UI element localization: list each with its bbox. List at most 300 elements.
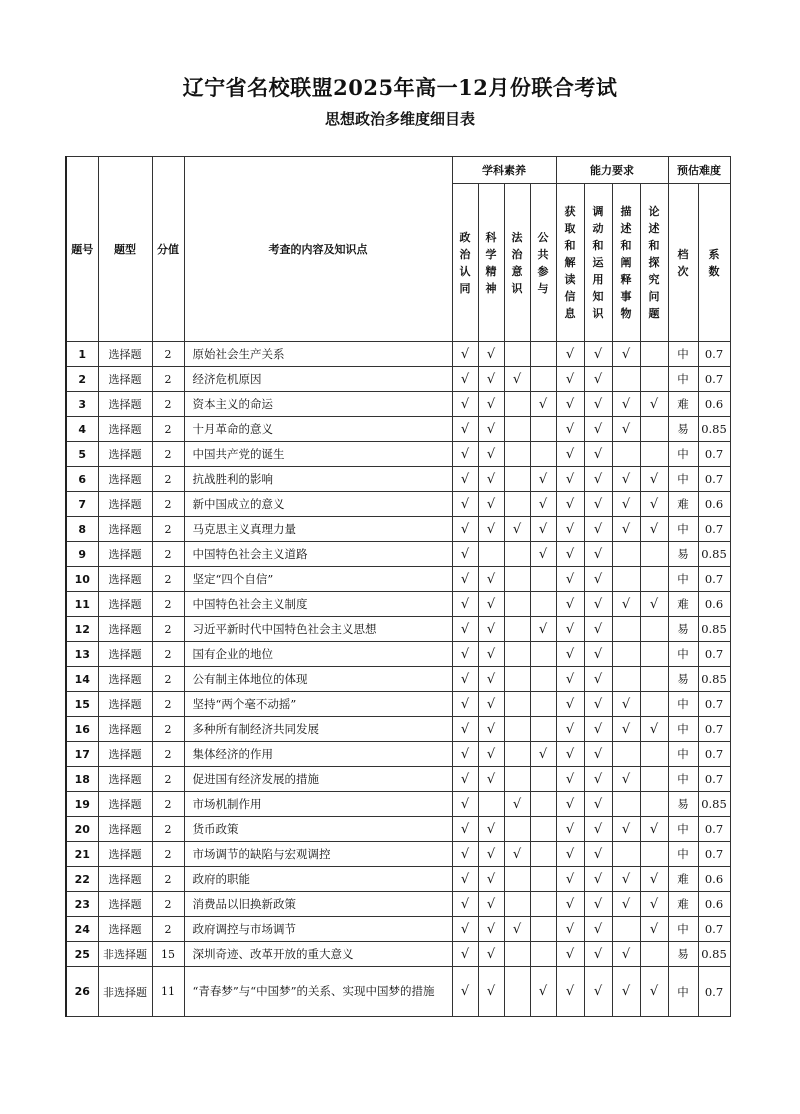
question-score: 2 <box>152 517 184 542</box>
question-content: 货币政策 <box>184 817 452 842</box>
header-group-difficulty: 预估难度 <box>668 157 730 184</box>
check-mark: √ <box>460 496 470 512</box>
check-mark: √ <box>486 746 496 762</box>
check-cell <box>556 867 584 892</box>
question-number: 24 <box>66 917 98 942</box>
check-mark: √ <box>621 696 631 712</box>
check-mark: √ <box>460 921 470 937</box>
check-cell <box>504 467 530 492</box>
difficulty-level: 中 <box>668 842 698 867</box>
table-row <box>66 917 730 942</box>
difficulty-level: 难 <box>668 392 698 417</box>
check-mark: √ <box>649 471 659 487</box>
check-mark: √ <box>565 571 575 587</box>
check-mark: √ <box>593 496 603 512</box>
table-row <box>66 392 730 417</box>
table-row <box>66 642 730 667</box>
check-cell <box>584 642 612 667</box>
check-mark: √ <box>460 396 470 412</box>
check-mark: √ <box>460 746 470 762</box>
check-mark: √ <box>486 521 496 537</box>
question-type: 选择题 <box>98 592 152 617</box>
check-cell <box>584 467 612 492</box>
check-mark: √ <box>649 496 659 512</box>
question-score: 2 <box>152 642 184 667</box>
check-cell <box>584 442 612 467</box>
check-cell <box>612 742 640 767</box>
check-cell <box>504 767 530 792</box>
check-mark: √ <box>486 396 496 412</box>
check-cell <box>556 892 584 917</box>
difficulty-coefficient: 0.7 <box>698 467 730 492</box>
check-mark: √ <box>593 646 603 662</box>
check-cell <box>584 842 612 867</box>
check-cell <box>640 767 668 792</box>
question-type: 选择题 <box>98 867 152 892</box>
check-mark: √ <box>460 646 470 662</box>
check-mark: √ <box>621 521 631 537</box>
check-mark: √ <box>565 521 575 537</box>
check-cell <box>556 542 584 567</box>
header-coef: 系数 <box>698 184 730 342</box>
check-mark: √ <box>460 471 470 487</box>
check-cell <box>612 792 640 817</box>
check-cell <box>478 892 504 917</box>
check-cell <box>478 517 504 542</box>
header-literacy-2: 科学精神 <box>478 184 504 342</box>
difficulty-coefficient: 0.6 <box>698 592 730 617</box>
check-mark: √ <box>565 421 575 437</box>
check-mark: √ <box>593 421 603 437</box>
check-cell <box>612 767 640 792</box>
check-mark: √ <box>565 646 575 662</box>
header-literacy-1: 政治认同 <box>452 184 478 342</box>
difficulty-coefficient: 0.7 <box>698 842 730 867</box>
check-mark: √ <box>460 721 470 737</box>
header-ability-2: 调动和运用知识 <box>584 184 612 342</box>
check-cell <box>478 967 504 1017</box>
question-number: 16 <box>66 717 98 742</box>
check-cell <box>556 767 584 792</box>
difficulty-level: 中 <box>668 967 698 1017</box>
check-mark: √ <box>565 671 575 687</box>
difficulty-level: 中 <box>668 567 698 592</box>
check-cell <box>556 917 584 942</box>
question-content: 新中国成立的意义 <box>184 492 452 517</box>
header-no: 题号 <box>66 157 98 342</box>
check-mark: √ <box>621 471 631 487</box>
check-mark: √ <box>621 984 631 999</box>
check-mark: √ <box>593 696 603 712</box>
check-cell <box>504 642 530 667</box>
question-number: 12 <box>66 617 98 642</box>
question-content: 消费品以旧换新政策 <box>184 892 452 917</box>
check-cell <box>504 667 530 692</box>
check-cell <box>478 542 504 567</box>
check-cell <box>640 617 668 642</box>
check-mark: √ <box>565 796 575 812</box>
table-row <box>66 767 730 792</box>
question-number: 25 <box>66 942 98 967</box>
table-row <box>66 717 730 742</box>
check-mark: √ <box>593 896 603 912</box>
difficulty-level: 易 <box>668 792 698 817</box>
header-level: 档次 <box>668 184 698 342</box>
check-mark: √ <box>486 846 496 862</box>
question-score: 2 <box>152 767 184 792</box>
check-cell <box>478 817 504 842</box>
difficulty-coefficient: 0.7 <box>698 767 730 792</box>
question-score: 15 <box>152 942 184 967</box>
check-cell <box>478 917 504 942</box>
check-mark: √ <box>565 771 575 787</box>
check-cell <box>452 617 478 642</box>
check-cell <box>640 342 668 367</box>
difficulty-level: 易 <box>668 667 698 692</box>
table-row <box>66 367 730 392</box>
check-cell <box>478 842 504 867</box>
question-score: 2 <box>152 692 184 717</box>
check-mark: √ <box>593 371 603 387</box>
check-cell <box>452 692 478 717</box>
check-mark: √ <box>460 371 470 387</box>
check-cell <box>452 967 478 1017</box>
question-number: 2 <box>66 367 98 392</box>
question-type: 选择题 <box>98 842 152 867</box>
check-cell <box>584 767 612 792</box>
question-number: 23 <box>66 892 98 917</box>
difficulty-coefficient: 0.85 <box>698 542 730 567</box>
check-mark: √ <box>621 596 631 612</box>
check-cell <box>584 742 612 767</box>
table-row <box>66 517 730 542</box>
check-mark: √ <box>486 371 496 387</box>
check-cell <box>556 617 584 642</box>
check-mark: √ <box>460 871 470 887</box>
check-cell <box>504 417 530 442</box>
difficulty-coefficient: 0.7 <box>698 967 730 1017</box>
table-row <box>66 617 730 642</box>
check-cell <box>584 342 612 367</box>
check-mark: √ <box>486 596 496 612</box>
check-cell <box>640 967 668 1017</box>
table-row <box>66 567 730 592</box>
check-cell <box>640 717 668 742</box>
check-cell <box>640 367 668 392</box>
check-cell <box>504 842 530 867</box>
check-mark: √ <box>565 984 575 999</box>
check-mark: √ <box>565 396 575 412</box>
difficulty-level: 中 <box>668 642 698 667</box>
question-score: 11 <box>152 967 184 1017</box>
check-cell <box>640 892 668 917</box>
question-type: 非选择题 <box>98 967 152 1017</box>
question-type: 选择题 <box>98 417 152 442</box>
check-cell <box>612 342 640 367</box>
check-cell <box>612 442 640 467</box>
difficulty-coefficient: 0.7 <box>698 642 730 667</box>
question-content: 深圳奇迹、改革开放的重大意义 <box>184 942 452 967</box>
check-mark: √ <box>621 496 631 512</box>
check-cell <box>504 792 530 817</box>
check-cell <box>478 392 504 417</box>
check-cell <box>584 892 612 917</box>
check-mark: √ <box>593 671 603 687</box>
table-row <box>66 667 730 692</box>
check-mark: √ <box>593 746 603 762</box>
check-cell <box>584 567 612 592</box>
check-cell <box>452 942 478 967</box>
check-cell <box>452 492 478 517</box>
check-mark: √ <box>593 796 603 812</box>
check-cell <box>504 742 530 767</box>
check-cell <box>452 742 478 767</box>
check-mark: √ <box>460 796 470 812</box>
difficulty-level: 易 <box>668 617 698 642</box>
difficulty-coefficient: 0.7 <box>698 917 730 942</box>
check-cell <box>478 642 504 667</box>
table-row <box>66 692 730 717</box>
check-mark: √ <box>486 471 496 487</box>
check-cell <box>556 692 584 717</box>
question-content: 经济危机原因 <box>184 367 452 392</box>
difficulty-coefficient: 0.85 <box>698 792 730 817</box>
difficulty-level: 中 <box>668 367 698 392</box>
question-content: 资本主义的命运 <box>184 392 452 417</box>
check-cell <box>612 967 640 1017</box>
check-mark: √ <box>621 871 631 887</box>
check-cell <box>530 892 556 917</box>
check-cell <box>504 367 530 392</box>
check-mark: √ <box>460 821 470 837</box>
check-cell <box>452 367 478 392</box>
question-number: 10 <box>66 567 98 592</box>
question-content: 中国特色社会主义道路 <box>184 542 452 567</box>
check-cell <box>452 667 478 692</box>
check-cell <box>612 692 640 717</box>
check-cell <box>584 417 612 442</box>
check-cell <box>530 367 556 392</box>
check-mark: √ <box>460 696 470 712</box>
check-cell <box>452 817 478 842</box>
table-row <box>66 442 730 467</box>
check-cell <box>478 492 504 517</box>
check-mark: √ <box>486 771 496 787</box>
check-mark: √ <box>565 496 575 512</box>
check-cell <box>452 792 478 817</box>
header-ability-4: 论述和探究问题 <box>640 184 668 342</box>
table-row <box>66 792 730 817</box>
check-mark: √ <box>593 546 603 562</box>
question-score: 2 <box>152 342 184 367</box>
check-mark: √ <box>486 984 496 999</box>
difficulty-level: 易 <box>668 542 698 567</box>
difficulty-coefficient: 0.7 <box>698 742 730 767</box>
check-cell <box>612 842 640 867</box>
check-cell <box>584 367 612 392</box>
check-cell <box>452 467 478 492</box>
question-content: 政府调控与市场调节 <box>184 917 452 942</box>
check-mark: √ <box>460 771 470 787</box>
question-score: 2 <box>152 367 184 392</box>
check-cell <box>556 392 584 417</box>
check-cell <box>452 867 478 892</box>
check-cell <box>452 642 478 667</box>
check-cell <box>556 492 584 517</box>
question-number: 21 <box>66 842 98 867</box>
difficulty-coefficient: 0.7 <box>698 567 730 592</box>
check-cell <box>504 442 530 467</box>
check-cell <box>584 592 612 617</box>
question-type: 选择题 <box>98 767 152 792</box>
check-mark: √ <box>486 671 496 687</box>
check-mark: √ <box>460 521 470 537</box>
check-cell <box>612 392 640 417</box>
check-mark: √ <box>565 471 575 487</box>
check-mark: √ <box>460 846 470 862</box>
check-mark: √ <box>460 671 470 687</box>
header-group-ability: 能力要求 <box>556 157 668 184</box>
check-mark: √ <box>593 471 603 487</box>
check-mark: √ <box>593 521 603 537</box>
check-mark: √ <box>486 896 496 912</box>
question-score: 2 <box>152 617 184 642</box>
check-mark: √ <box>460 546 470 562</box>
check-cell <box>640 842 668 867</box>
check-cell <box>530 642 556 667</box>
check-mark: √ <box>486 346 496 362</box>
question-type: 选择题 <box>98 442 152 467</box>
difficulty-level: 中 <box>668 767 698 792</box>
check-cell <box>452 717 478 742</box>
question-content: 市场调节的缺陷与宏观调控 <box>184 842 452 867</box>
check-mark: √ <box>565 746 575 762</box>
check-cell <box>556 367 584 392</box>
document-title: 辽宁省名校联盟2025年高一12月份联合考试 <box>182 75 618 100</box>
check-mark: √ <box>460 896 470 912</box>
check-cell <box>452 417 478 442</box>
check-mark: √ <box>649 921 659 937</box>
check-cell <box>556 467 584 492</box>
difficulty-coefficient: 0.6 <box>698 392 730 417</box>
question-type: 选择题 <box>98 692 152 717</box>
difficulty-coefficient: 0.7 <box>698 817 730 842</box>
header-group-literacy: 学科素养 <box>452 157 556 184</box>
check-mark: √ <box>460 421 470 437</box>
check-cell <box>556 342 584 367</box>
check-cell <box>640 692 668 717</box>
check-cell <box>452 767 478 792</box>
check-mark: √ <box>621 346 631 362</box>
check-cell <box>452 567 478 592</box>
check-mark: √ <box>621 896 631 912</box>
check-mark: √ <box>593 871 603 887</box>
check-cell <box>584 667 612 692</box>
check-mark: √ <box>649 821 659 837</box>
check-mark: √ <box>649 521 659 537</box>
check-mark: √ <box>621 421 631 437</box>
check-mark: √ <box>565 921 575 937</box>
check-mark: √ <box>460 984 470 999</box>
check-cell <box>640 442 668 467</box>
check-cell <box>640 467 668 492</box>
difficulty-level: 中 <box>668 342 698 367</box>
check-cell <box>640 817 668 842</box>
check-mark: √ <box>649 596 659 612</box>
question-type: 选择题 <box>98 567 152 592</box>
check-cell <box>584 392 612 417</box>
check-mark: √ <box>486 646 496 662</box>
check-cell <box>504 492 530 517</box>
question-number: 22 <box>66 867 98 892</box>
question-score: 2 <box>152 742 184 767</box>
check-cell <box>640 392 668 417</box>
check-cell <box>478 417 504 442</box>
check-cell <box>612 517 640 542</box>
check-cell <box>640 642 668 667</box>
question-score: 2 <box>152 867 184 892</box>
question-score: 2 <box>152 442 184 467</box>
check-mark: √ <box>565 446 575 462</box>
check-cell <box>530 967 556 1017</box>
check-cell <box>478 567 504 592</box>
check-mark: √ <box>565 371 575 387</box>
check-cell <box>584 492 612 517</box>
check-mark: √ <box>565 896 575 912</box>
check-cell <box>612 367 640 392</box>
check-cell <box>504 867 530 892</box>
question-type: 选择题 <box>98 342 152 367</box>
check-mark: √ <box>565 596 575 612</box>
check-cell <box>530 817 556 842</box>
check-mark: √ <box>649 896 659 912</box>
check-cell <box>612 567 640 592</box>
check-cell <box>452 892 478 917</box>
check-cell <box>556 742 584 767</box>
check-mark: √ <box>649 984 659 999</box>
check-cell <box>478 717 504 742</box>
check-mark: √ <box>460 596 470 612</box>
check-cell <box>504 392 530 417</box>
question-number: 13 <box>66 642 98 667</box>
check-mark: √ <box>621 771 631 787</box>
question-content: 促进国有经济发展的措施 <box>184 767 452 792</box>
check-mark: √ <box>649 721 659 737</box>
check-mark: √ <box>486 871 496 887</box>
check-cell <box>504 892 530 917</box>
difficulty-level: 难 <box>668 592 698 617</box>
check-cell <box>530 742 556 767</box>
check-cell <box>530 917 556 942</box>
check-mark: √ <box>621 396 631 412</box>
difficulty-level: 中 <box>668 467 698 492</box>
check-cell <box>584 717 612 742</box>
question-number: 6 <box>66 467 98 492</box>
check-cell <box>530 942 556 967</box>
question-type: 选择题 <box>98 892 152 917</box>
check-mark: √ <box>512 921 522 937</box>
check-cell <box>640 592 668 617</box>
check-cell <box>504 817 530 842</box>
check-cell <box>612 892 640 917</box>
question-score: 2 <box>152 917 184 942</box>
check-cell <box>612 492 640 517</box>
check-cell <box>640 917 668 942</box>
difficulty-level: 中 <box>668 817 698 842</box>
question-content: 中国共产党的诞生 <box>184 442 452 467</box>
check-mark: √ <box>593 846 603 862</box>
check-mark: √ <box>538 746 548 762</box>
